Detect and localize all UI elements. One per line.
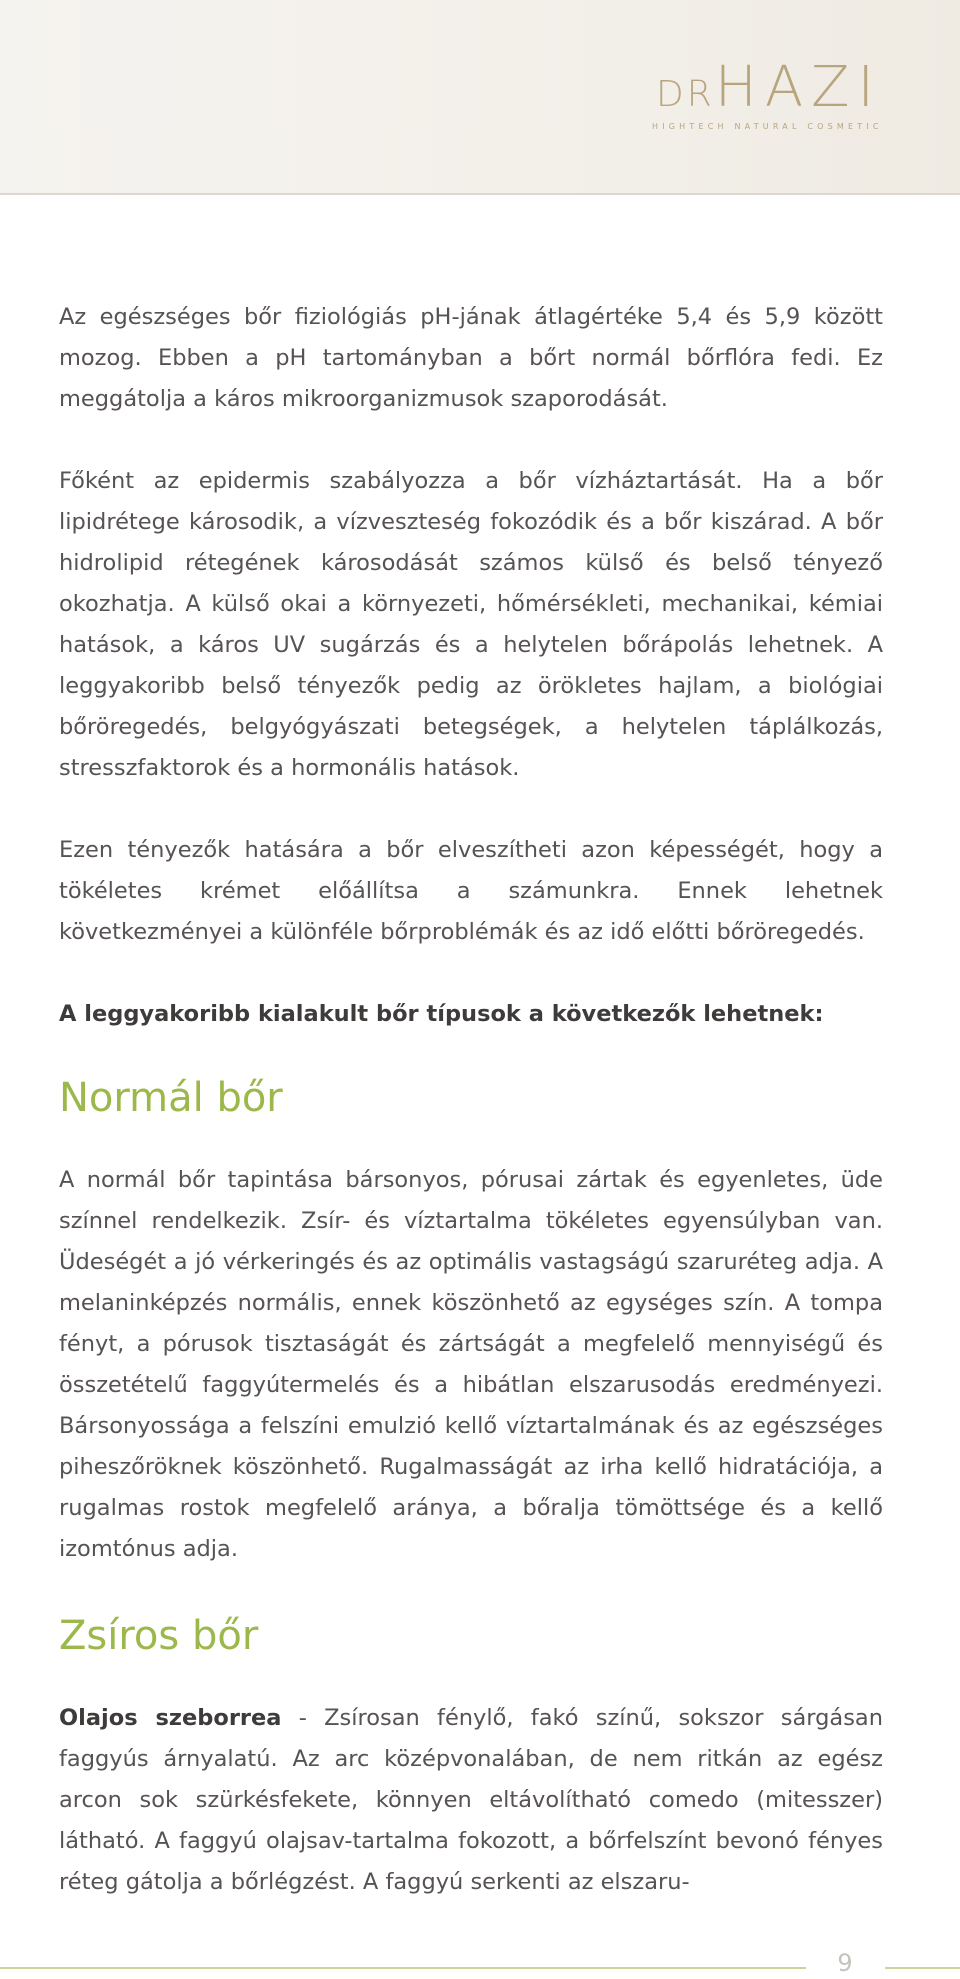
oily-description: Zsírosan fénylő, fakó színű, sokszor sárgásan faggyús árnyalatú. Az arc középvonalában, de nem ritkán az egész arcon sok szürkésfekete, könnyen eltávolítható comedo (mitesszer) látható. A faggyú olajsav-tartalma fokozott, a bőrfelszínt bevonó fényes réteg gátolja a bőrlégzést. A faggyú serkenti az elszaru-: [59, 1705, 883, 1895]
brand-tagline: HIGHTECH NATURAL COSMETIC: [652, 122, 883, 131]
heading-normal-skin: Normál bőr: [59, 1075, 283, 1121]
paragraph-consequences: Ezen tényezők hatására a bőr elveszítheti azon képességét, hogy a tökéletes krémet előállítsa a számunkra. Ennek lehetnek következményei a különféle bőrproblémák és az idő előtti bőröregedés.: [59, 837, 883, 945]
paragraph-oily-skin: [59, 1698, 883, 1903]
oily-term: Olajos szeborrea: [59, 1705, 282, 1731]
oily-separator: -: [281, 1705, 325, 1731]
paragraph-normal-skin: A normál bőr tapintása bársonyos, pórusai zártak és egyenletes, üde színnel rendelkezik. Zsír- és víztartalma tökéletes egyensúlyban van. Üdeségét a jó vérkeringés és az optimális vastagságú szaruréteg adja. A melaninképzés normális, ennek köszönhető az egységes szín. A tompa fényt, a pórusok tisztaságát és zártságát a megfelelő mennyiségű és összetételű faggyútermelés és a hibátlan elszarusodás eredményezi. Bársonyossága a felszíni emulzió kellő víztartalmának és az egészséges piheszőröknek köszönhető. Rugalmasságát az irha kellő hidratációja, a rugalmas rostok megfelelő aránya, a bőralja tömöttsége és a kellő izomtónus adja.: [59, 1167, 883, 1562]
brand-prefix: DR: [655, 74, 715, 115]
page-number: 9: [837, 1949, 853, 1977]
page-header: [0, 0, 960, 195]
brand-logo: [652, 55, 883, 131]
footer-rule-left: [0, 1967, 806, 1969]
paragraph-water-balance: Főként az epidermis szabályozza a bőr vízháztartását. Ha a bőr lipidrétege károsodik, a vízveszteség fokozódik és a bőr kiszárad. A bőr hidrolipid rétegének károsodását számos külső és belső tényező okozhatja. A külső okai a környezeti, hőmérsékleti, mechanikai, kémiai hatások, a káros UV sugárzás és a helytelen bőrápolás lehetnek. A leggyakoribb belső tényezők pedig az örökletes hajlam, a biológiai bőröregedés, belgyógyászati betegségek, a helytelen táplálkozás, stresszfaktorok és a hormonális hatások.: [59, 468, 883, 781]
skin-types-lead: A leggyakoribb kialakult bőr típusok a következők lehetnek:: [59, 1001, 824, 1027]
heading-oily-skin: Zsíros bőr: [59, 1613, 259, 1659]
footer-rule-right: [885, 1967, 960, 1969]
intro-paragraph-ph: Az egészséges bőr fiziológiás pH-jának átlagértéke 5,4 és 5,9 között mozog. Ebben a pH tartományban a bőrt normál bőrflóra fedi. Ez meggátolja a káros mikroorganizmusok szaporodását.: [59, 304, 883, 412]
brand-wordmark: [652, 55, 882, 120]
brand-name: HAZI: [714, 55, 882, 120]
page-content: [59, 297, 883, 1944]
